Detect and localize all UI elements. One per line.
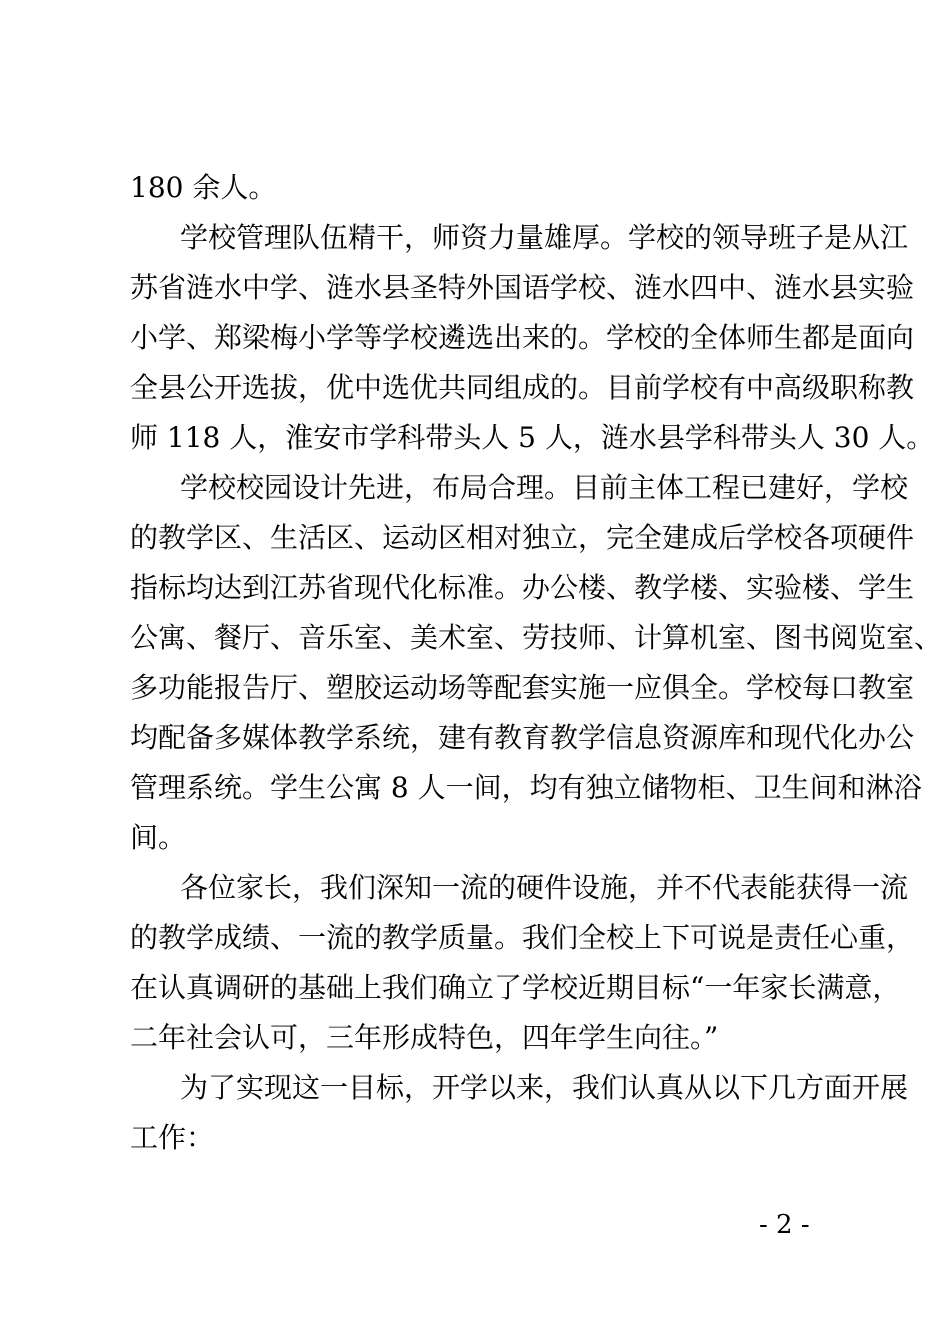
paragraph-line: 工作：: [130, 1121, 215, 1154]
paragraph-line: 各位家长，我们深知一流的硬件设施，并不代表能获得一流: [180, 871, 909, 904]
paragraph-line: 师 118 人，淮安市学科带头人 5 人，涟水县学科带头人 30 人。: [130, 421, 935, 454]
text-line: 180 余人。: [130, 171, 277, 204]
paragraph-line: 小学、郑梁梅小学等学校遴选出来的。学校的全体师生都是面向: [130, 321, 915, 354]
paragraph-line: 的教学成绩、一流的教学质量。我们全校上下可说是责任心重，: [130, 921, 915, 954]
paragraph-line: 学校管理队伍精干，师资力量雄厚。学校的领导班子是从江: [180, 221, 909, 254]
paragraph-line: 苏省涟水中学、涟水县圣特外国语学校、涟水四中、涟水县实验: [130, 271, 915, 304]
paragraph-line: 为了实现这一目标，开学以来，我们认真从以下几方面开展: [180, 1071, 909, 1104]
paragraph-line: 二年社会认可，三年形成特色，四年学生向往。”: [130, 1021, 719, 1054]
paragraph-line: 全县公开选拔，优中选优共同组成的。目前学校有中高级职称教: [130, 371, 915, 404]
paragraph-line: 的教学区、生活区、运动区相对独立，完全建成后学校各项硬件: [130, 521, 915, 554]
page-number: - 2 -: [759, 1210, 810, 1240]
paragraph-line: 多功能报告厅、塑胶运动场等配套实施一应俱全。学校每口教室: [130, 671, 915, 704]
paragraph-line: 在认真调研的基础上我们确立了学校近期目标“一年家长满意，: [130, 971, 901, 1004]
paragraph-line: 公寓、餐厅、音乐室、美术室、劳技师、计算机室、图书阅览室、: [130, 621, 943, 654]
paragraph-line: 学校校园设计先进，布局合理。目前主体工程已建好，学校: [180, 471, 909, 504]
paragraph-line: 间。: [130, 821, 187, 854]
paragraph-line: 管理系统。学生公寓 8 人一间，均有独立储物柜、卫生间和淋浴: [130, 771, 922, 804]
paragraph-line: 均配备多媒体教学系统，建有教育教学信息资源库和现代化办公: [130, 721, 915, 754]
paragraph-line: 指标均达到江苏省现代化标准。办公楼、教学楼、实验楼、学生: [130, 571, 915, 604]
